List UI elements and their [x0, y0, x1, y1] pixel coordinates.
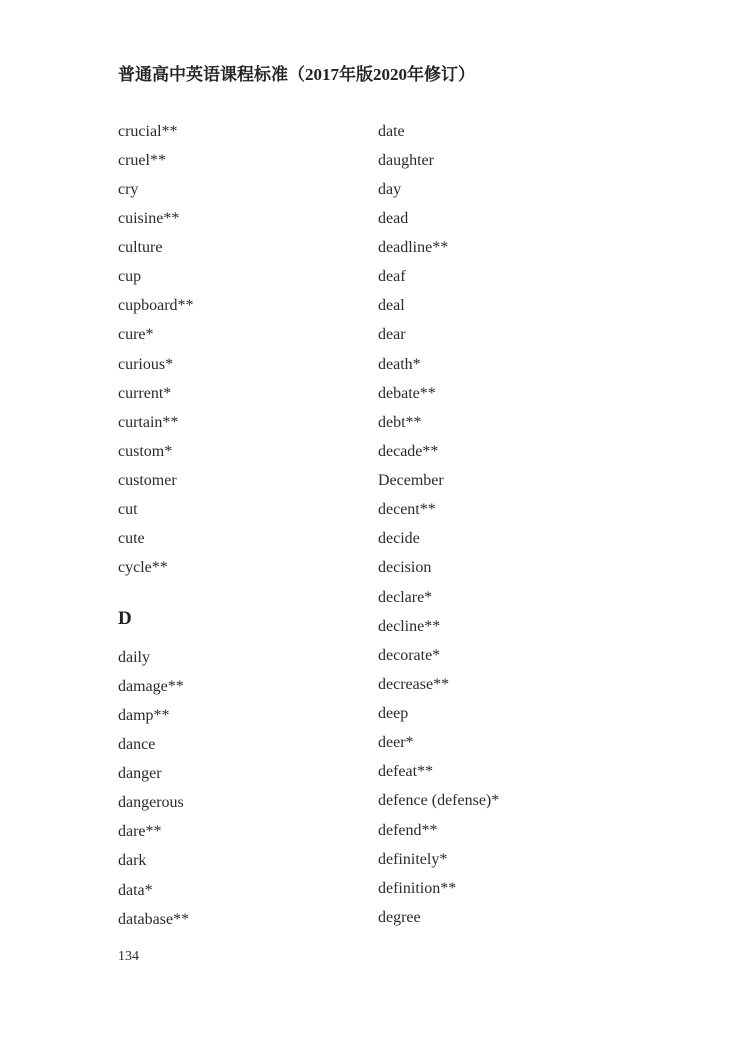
word-entry: degree — [378, 908, 421, 926]
word-entry: decrease** — [378, 675, 450, 693]
word-entry: deal — [378, 297, 405, 315]
word-entry: debt** — [378, 413, 422, 431]
word-entry: deaf — [378, 268, 406, 286]
word-list-left-column — [118, 117, 358, 934]
word-entry: death* — [378, 355, 421, 373]
word-entry: curtain** — [118, 413, 179, 431]
word-entry: danger — [118, 765, 162, 782]
word-entry: definitely* — [378, 850, 448, 868]
word-entry: dark — [118, 852, 147, 870]
word-entry: damp** — [118, 706, 170, 724]
word-entry: dead — [378, 209, 409, 227]
word-entry: cupboard** — [118, 297, 194, 315]
word-entry: cut — [118, 501, 138, 519]
word-entry: debate** — [378, 384, 436, 402]
word-entry: dear — [378, 326, 406, 344]
word-entry: defeat** — [378, 763, 434, 781]
word-entry: cry — [118, 180, 139, 198]
word-entry: definition** — [378, 879, 457, 897]
word-entry: decade** — [378, 442, 439, 460]
word-entry: decorate* — [378, 646, 441, 664]
word-entry: crucial** — [118, 122, 178, 140]
word-entry: curious* — [118, 355, 174, 373]
word-entry: dare** — [118, 823, 162, 841]
word-entry: decide — [378, 530, 420, 548]
word-entry: customer — [118, 472, 177, 489]
word-entry: custom* — [118, 442, 173, 460]
word-entry: cuisine** — [118, 209, 180, 227]
word-entry: current* — [118, 384, 172, 402]
word-list-right-column — [378, 117, 618, 933]
word-entry: culture — [118, 239, 163, 256]
word-entry: cute — [118, 530, 145, 548]
word-entry: dance — [118, 735, 156, 753]
word-list-d-entries — [118, 643, 358, 934]
word-entry: date — [378, 122, 405, 140]
word-entry: day — [378, 180, 402, 198]
word-entry: dangerous — [118, 794, 184, 812]
word-entry: defence (defense)* — [378, 792, 500, 810]
word-entry: cruel** — [118, 151, 166, 169]
word-entry: damage** — [118, 677, 184, 695]
word-entry: cup — [118, 268, 142, 286]
word-entry: deer* — [378, 734, 414, 752]
word-entry: daily — [118, 648, 150, 666]
word-entry: cure* — [118, 326, 154, 344]
word-entry: decision — [378, 559, 432, 577]
word-entry: decent** — [378, 501, 436, 519]
word-entry: deep — [378, 705, 409, 722]
word-entry: declare* — [378, 588, 433, 606]
word-entry: defend** — [378, 821, 438, 839]
word-entry: data* — [118, 881, 153, 899]
section-heading-d: D — [118, 607, 132, 629]
word-entry: December — [378, 472, 444, 489]
word-entry: cycle** — [118, 559, 168, 577]
word-entry: daughter — [378, 151, 434, 169]
word-entry: deadline** — [378, 239, 449, 256]
page-header-title: 普通高中英语课程标准（2017年版2020年修订） — [118, 65, 475, 84]
word-list-d-entries-continued — [378, 117, 618, 933]
word-entry: decline** — [378, 617, 441, 635]
word-list-c-entries — [118, 117, 358, 583]
page-number: 134 — [118, 949, 139, 964]
word-entry: database** — [118, 910, 190, 928]
